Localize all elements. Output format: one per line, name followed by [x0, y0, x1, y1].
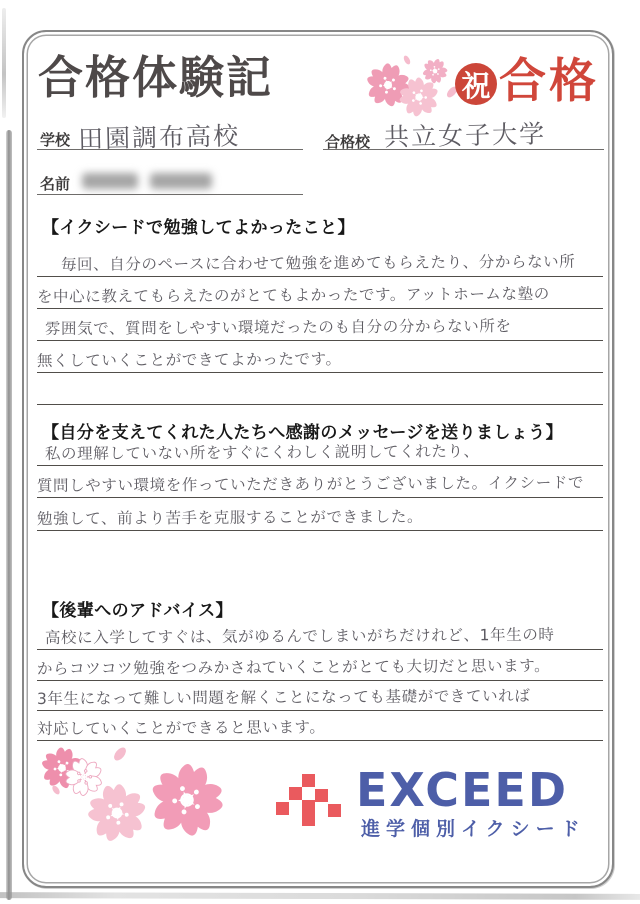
shuku-seal-icon: 祝 — [455, 63, 497, 105]
school-value: 田園調布高校 — [77, 121, 241, 154]
handwriting-line: を中心に教えてもらえたのがとてもよかったです。アットホームな塾の — [37, 281, 603, 309]
handwriting-line: からコツコツ勉強をつみかさねていくことがとても大切だと思います。 — [37, 653, 603, 681]
testimonial-card — [22, 30, 614, 888]
handwriting-line: 高校に入学してすぐは、気がゆるんでしまいがちだけれど、1年生の時 — [37, 622, 603, 650]
handwriting-line: 私の理解していない所をすぐにくわしく説明してくれたり、 — [37, 438, 603, 466]
handwriting-line: 3年生になって難しい問題を解くことになっても基礎ができていれば — [37, 683, 603, 711]
handwriting-line: 無くしていくことができてよかったです。 — [37, 345, 603, 373]
name-underline — [37, 167, 303, 195]
page-title: 合格体験記 — [38, 52, 274, 103]
celebration-result-text: 合格 — [499, 54, 599, 107]
sakura-blossoms-icon — [32, 732, 247, 847]
handwriting-line: 質問しやすい環境を作っていただきありがとうございました。イクシードで — [37, 470, 603, 498]
accepted-school-label: 合格校 — [325, 134, 371, 151]
handwriting-line-empty — [37, 377, 603, 405]
school-label: 学校 — [40, 132, 71, 149]
section-heading-studying-at-exceed: 【イクシードで勉強してよかったこと】 — [42, 218, 355, 237]
school-underline — [37, 122, 303, 150]
scan-edge-top — [2, 8, 6, 118]
scan-edge-bottom — [0, 892, 640, 900]
scan-edge-left — [6, 130, 12, 900]
handwriting-line: 雰囲気で、質問をしやすい環境だったのも自分の分からない所を — [37, 313, 603, 341]
accepted-school-value: 共立女子大学 — [383, 119, 547, 152]
section-heading-thank-you-message: 【自分を支えてくれた人たちへ感謝のメッセージを送りましょう】 — [42, 423, 563, 442]
handwriting-line: 勉強して、前より苦手を克服することができました。 — [37, 503, 603, 531]
accepted-school-underline — [323, 122, 604, 150]
handwriting-line: 対応していくことができると思います。 — [37, 713, 603, 741]
exceed-wordmark: EXCEED — [356, 763, 569, 817]
exceed-subtitle: 進学個別イクシード — [361, 819, 586, 840]
exceed-block-arrow-icon — [276, 774, 344, 829]
handwriting-line: 毎回、自分のペースに合わせて勉強を進めてもらえたり、分からない所 — [37, 249, 603, 277]
name-label: 名前 — [40, 176, 71, 193]
section-heading-advice-for-juniors: 【後輩へのアドバイス】 — [42, 601, 233, 620]
